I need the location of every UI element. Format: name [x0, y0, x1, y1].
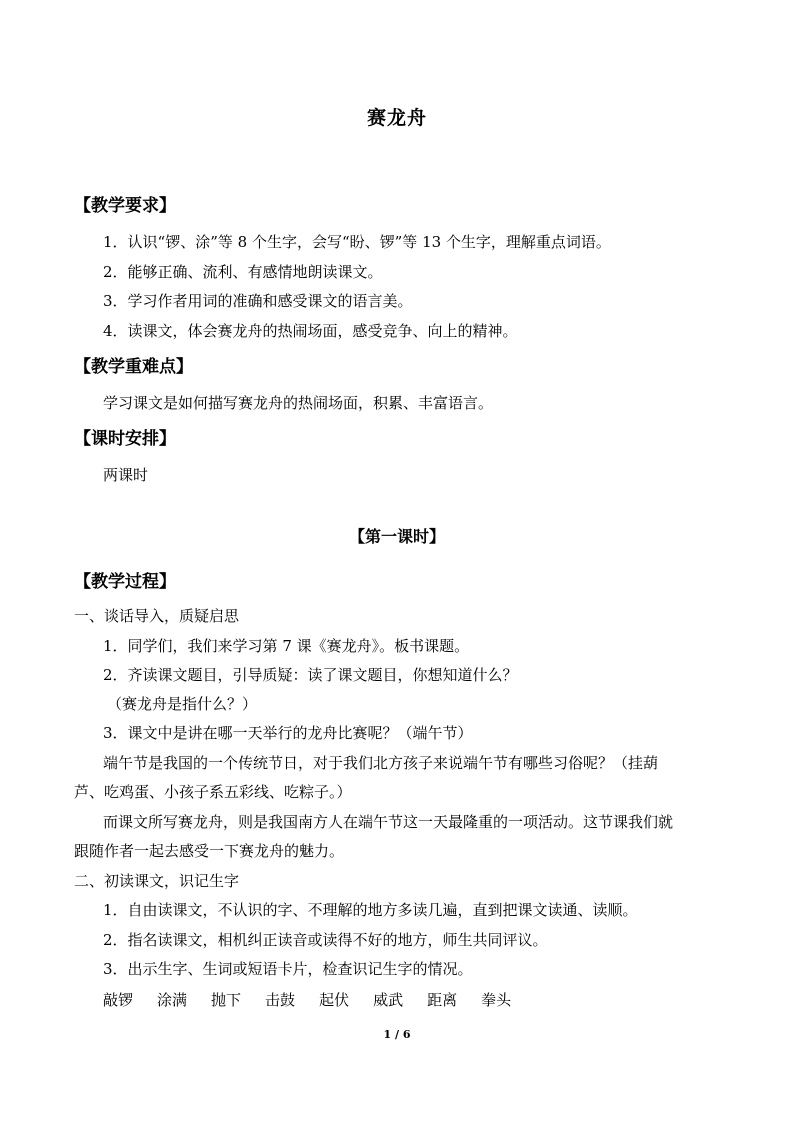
- part-2-line: 3．出示生字、生词或短语卡片，检查识记生字的情况。: [103, 960, 473, 978]
- vocab-word: 起伏: [319, 991, 350, 1009]
- vocab-word: 击鼓: [265, 991, 296, 1009]
- schedule-text: 两课时: [103, 466, 149, 484]
- part-1-line: 2．齐读课文题目，引导质疑：读了课文题目，你想知道什么？: [103, 666, 518, 684]
- lesson-1-heading: 【第一课时】: [348, 527, 445, 546]
- vocab-word: 威武: [373, 991, 404, 1009]
- requirement-item-1: 1．认识“锣、涂”等 8 个生字，会写“盼、锣”等 13 个生字，理解重点词语。: [103, 233, 611, 251]
- heading-process: 【教学过程】: [74, 572, 176, 592]
- heading-schedule: 【课时安排】: [74, 429, 176, 449]
- part-1-line: 1．同学们，我们来学习第 7 课《赛龙舟》。板书课题。: [103, 637, 470, 655]
- part-1-line: 端午节是我国的一个传统节日，对于我们北方孩子来说端午节有哪些习俗呢？（挂葫: [103, 754, 659, 772]
- requirement-item-2: 2．能够正确、流利、有感情地朗读课文。: [103, 263, 383, 281]
- part-1-line: （赛龙舟是指什么？）: [107, 695, 258, 713]
- part-2-line: 1．自由读课文，不认识的字、不理解的地方多读几遍，直到把课文读通、读顺。: [103, 901, 638, 919]
- vocab-word: 距离: [427, 991, 458, 1009]
- vocab-list: [103, 989, 511, 1010]
- page-number: 1 / 6: [383, 1028, 411, 1041]
- vocab-word: 抛下: [211, 991, 242, 1009]
- part-1-line: 跟随作者一起去感受一下赛龙舟的魅力。: [74, 842, 345, 860]
- requirement-item-4: 4．读课文，体会赛龙舟的热闹场面，感受竞争、向上的精神。: [103, 322, 518, 340]
- key-points-text: 学习课文是如何描写赛龙舟的热闹场面，积累、丰富语言。: [103, 394, 494, 412]
- part-2-line: 2．指名读课文，相机纠正读音或读得不好的地方，师生共同评议。: [103, 931, 548, 949]
- part-1-line: 3．课文中是讲在哪一天举行的龙舟比赛呢？（端午节）: [103, 724, 473, 742]
- part-1-line: 而课文所写赛龙舟，则是我国南方人在端午节这一天最隆重的一项活动。这节课我们就: [103, 813, 674, 831]
- part-1-title: 一、谈话导入，质疑启思: [74, 607, 240, 625]
- part-1-line: 芦、吃鸡蛋、小孩子系五彩线、吃粽子。）: [74, 783, 352, 801]
- vocab-word: 涂满: [157, 991, 188, 1009]
- part-2-title: 二、初读课文，识记生字: [74, 872, 240, 890]
- heading-requirements: 【教学要求】: [74, 196, 176, 216]
- page-title: 赛龙舟: [366, 107, 427, 129]
- heading-key-points: 【教学重难点】: [74, 357, 193, 377]
- vocab-word: 敲锣: [103, 991, 134, 1009]
- requirement-item-3: 3．学习作者用词的准确和感受课文的语言美。: [103, 292, 413, 310]
- vocab-word: 拳头: [481, 991, 512, 1009]
